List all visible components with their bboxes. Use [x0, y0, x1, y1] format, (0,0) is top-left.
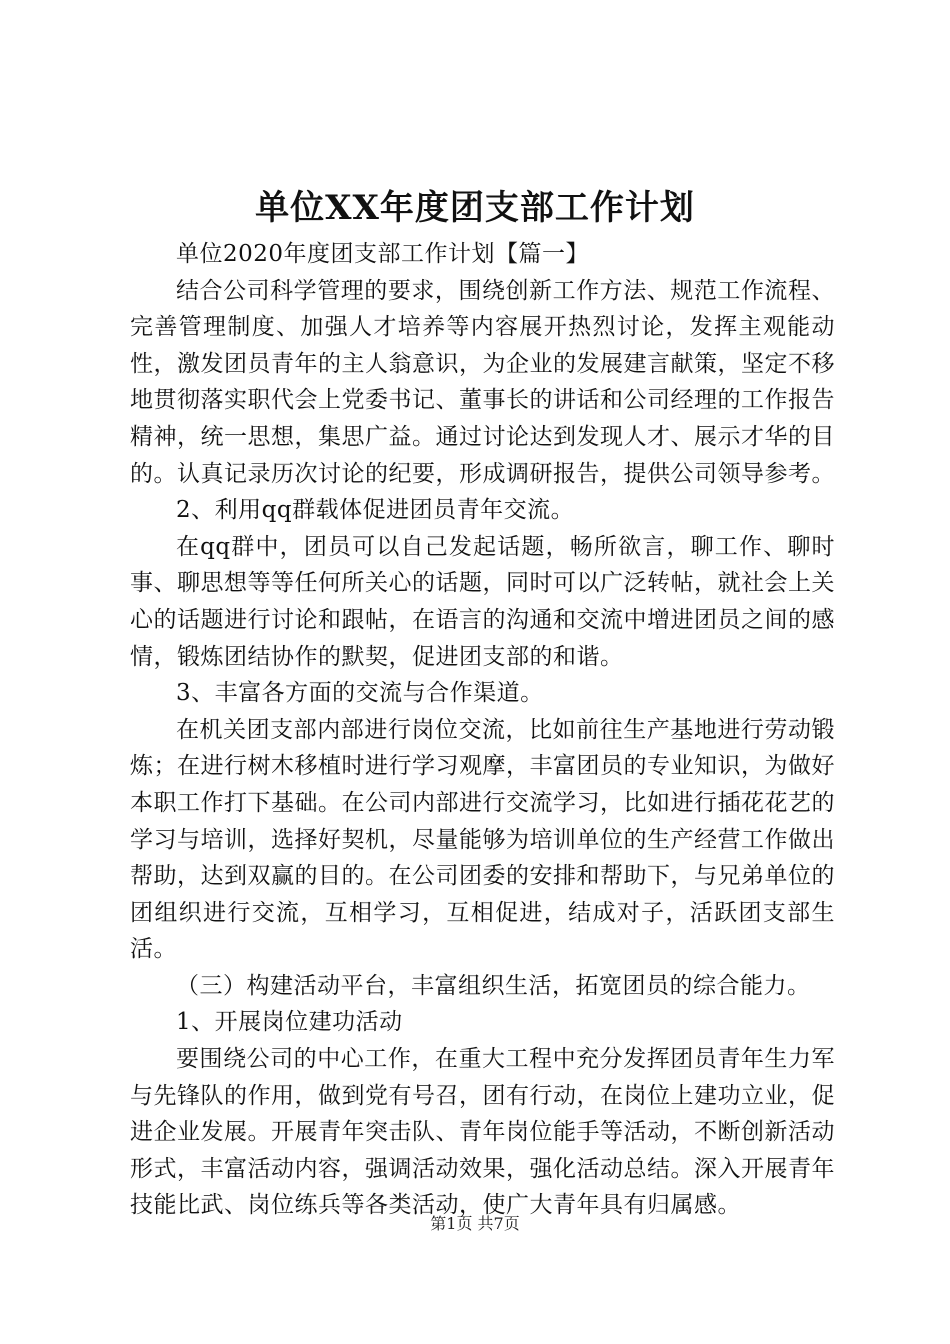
page-number-footer: 第1页 共7页	[430, 1214, 520, 1233]
paragraph: 在机关团支部内部进行岗位交流，比如前往生产基地进行劳动锻炼；在进行树木移植时进行学习观摩，丰富团员的专业知识，为做好本职工作打下基础。在公司内部进行交流学习，比如进行插花花艺的学习与培训，选择好契机，尽量能够为培训单位的生产经营工作做出帮助，达到双赢的目的。在公司团委的安排和帮助下，与兄弟单位的团组织进行交流，互相学习，互相促进，结成对子，活跃团支部生活。	[130, 716, 835, 963]
paragraph: 结合公司科学管理的要求，围绕创新工作方法、规范工作流程、完善管理制度、加强人才培养等内容展开热烈讨论，发挥主观能动性，激发团员青年的主人翁意识，为企业的发展建言献策，坚定不移地贯彻落实职代会上党委书记、董事长的讲话和公司经理的工作报告精神，统一思想，集思广益。通过讨论达到发现人才、展示才华的目的。认真记录历次讨论的纪要，形成调研报告，提供公司领导参考。	[130, 277, 835, 487]
paragraph: 在qq群中，团员可以自己发起话题，畅所欲言，聊工作、聊时事、聊思想等等任何所关心的话题，同时可以广泛转帖，就社会上关心的话题进行讨论和跟帖，在语言的沟通和交流中增进团员之间的感情，锻炼团结协作的默契，促进团支部的和谐。	[130, 533, 835, 670]
paragraph-item-heading: 3、丰富各方面的交流与合作渠道。	[176, 680, 544, 707]
paragraph-section-heading: 单位2020年度团支部工作计划【篇一】	[176, 241, 590, 267]
paragraph-subsection-heading: （三）构建活动平台，丰富组织生活，拓宽团员的综合能力。	[176, 972, 811, 999]
paragraph-item-heading: 1、开展岗位建功活动	[176, 1009, 403, 1036]
paragraph: 要围绕公司的中心工作，在重大工程中充分发挥团员青年生力军与先锋队的作用，做到党有号召，团有行动，在岗位上建功立业，促进企业发展。开展青年突击队、青年岗位能手等活动，不断创新活动形式，丰富活动内容，强调活动效果，强化活动总结。深入开展青年技能比武、岗位练兵等各类活动，使广大青年具有归属感。	[130, 1046, 835, 1219]
document-title: 单位XX年度团支部工作计划	[255, 188, 695, 228]
paragraph-item-heading: 2、利用qq群载体促进团员青年交流。	[176, 497, 575, 524]
document-body	[130, 236, 835, 1224]
